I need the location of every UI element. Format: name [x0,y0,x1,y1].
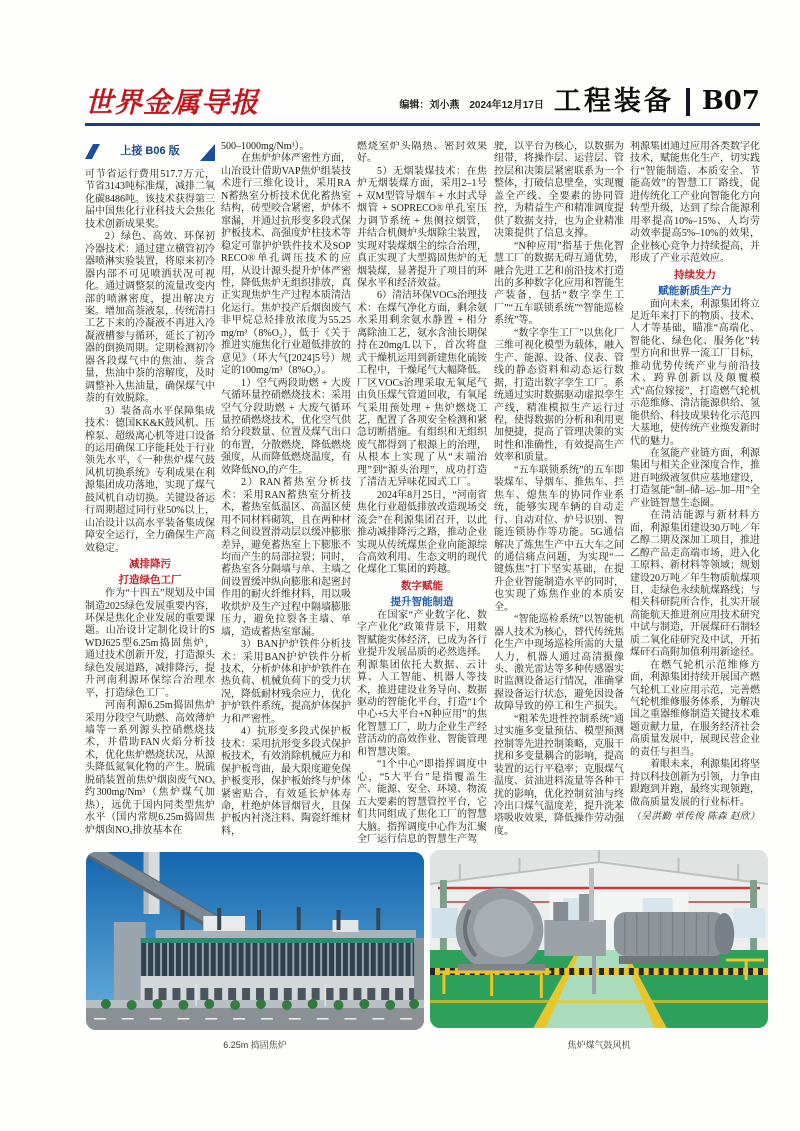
gas-blower-photo [430,850,768,1028]
text-column-4 [494,141,624,849]
paragraph: 在清洁能源与新材料方面，利源集团建设30万吨／年乙醇二期及深加工项目，推进乙醇产品走高端市场，进入化工原料、新材料等领域；规划建设20万吨／年生物质航煤项目，走绿色永续航煤路线；与相关科研院所合作，扎实开展高能航天推进剂应用技术研究中试与制造，开展煤矸石制轻质二氧化硅研究及中试，开拓煤矸石高附加值利用新途径。 [630,510,760,659]
text-column-3 [357,141,487,849]
paragraph: 2）RAN蓄热室分析技术：采用RAN蓄热室分析技术，蓄热室低温区、高温区使用不同材料砌筑，且在两种材料之间设置滑动层以缓冲膨胀差异，避免蓄热室上下膨胀不均而产生的局部拉裂；同时，蓄热室各分隔墙与单、主墙之间设置缓冲纵向膨胀和起密封作用的耐火纤维材料，用以吸收烘炉及生产过程中隔墙膨胀压力，避免拉裂各主墙、单墙，造成蓄热室窜漏。 [221,477,351,638]
paragraph: 面向未来，利源集团将立足近年来打下的物质、技术、人才等基础，瞄准“高端化、智能化、绿色化、服务化”转型方向和世界一流工厂目标，推动优势传统产业与前沿技术、跨界创新以及颠覆模式“高位嫁接”，打造燃气轮机示范维修、清洁能源供给、氢能供给、科技成果转化示范四大基地，使传统产业焕发新时代的魅力。 [630,298,760,447]
paragraph: 驶，以平台为核心，以数据为纽带，将操作层、运营层、管控层和决策层紧密联系为一个整体，打破信息壁垒，实现覆盖全产线、全要素的协同管控，为精益生产和精准调度提供了数据支持，也为企业精准决策提供了信息支撑。 [494,141,624,240]
paragraph: 6）清洁环保VOCs治理技术：在煤气净化方面，剩余氨水采用剩余氨水静置 + 相分离除油工艺，氨水含油长期保持在20mg/L以下，首次将盘式干燥机运用到新建焦化硫铵工程中，干燥尾气大幅降低。厂区VOCs治理采取无氧尾气由负压煤气管道回收，有氧尾气采用预处理 + 焦炉燃烧工艺，配置了各项安全检测和紧急切断措施。有组织和无组织废气都得到了根源上的治理，从根本上实现了从“末端治理”到“源头治理”，成功打造了清洁无异味花园式工厂。 [357,290,487,489]
paragraph: 4）抗形变多段式保护板技术：采用抗形变多段式保护板技术，有效消除机械应力和保护板弯曲，最大限度避免保护板变形，保护板始终与炉体紧密贴合，有效延长炉体寿命，杜绝炉体冒烟冒火，且保护板内衬浇注料、陶瓷纤维材料， [221,726,351,837]
header-rule [85,123,760,126]
subheading: 赋能新质生产力 [658,284,732,297]
banner-label: 上接 B06 版 [120,145,180,157]
subheading: 持续发力 [674,268,716,281]
paragraph: 利源集团通过应用各类数字化技术，赋能焦化生产，切实践行“智能制造、本质安全、节能高效”的智慧工厂路线，促进传统化工产业向智能化方向转型升级，达到了综合能源利用率提高10%–15%、人均劳动效率提高5%–10%的效果，企业核心竞争力持续提高，并形成了产业示范效应。 [630,141,760,265]
paragraph: 2）绿色、高效、环保初冷器技术：通过建立横管初冷器喷淋实验装置，将原来初冷器内部不可见喷洒状况可视化。通过调整泵的流量改变内部的喷淋密度，提出解决方案。增加高萘液泵，传统清扫工艺下来的冷凝液不再进入冷凝液槽参与循环，延长了初冷器的倒换周期。定期检测初冷器各段煤气中的焦油、萘含量，焦油中萘的溶解度，及时调整补入焦油量，确保煤气中萘的有效脱除。 [85,231,215,405]
subheading: 减排降污 [129,558,171,571]
header-meta [330,86,760,116]
paragraph: 作为“十四五”规划及中国制造2025绿色发展重要内容，环保是焦化企业发展的重要课题。山冶设计定制化设计的SWDJ625型6.25m捣固焦炉，通过技术创新开发，打造源头绿色发展道路，减排降污，提升河南利源环保综合治理水平，打造绿色工厂。 [85,588,215,699]
subheading: 数字赋能 [401,579,443,592]
subheading: 打造绿色工厂 [118,574,182,587]
paragraph: “五车联锁系统”的五车即装煤车、导烟车、推焦车、拦焦车、熄焦车的协同作业系统，能够实现车辆的自动走行、自动对位、炉号识别、智能连锁协作等功能。5G通信解决了炼焦生产中五大车之间的通信痛点问题，为实现“一键炼焦”打下坚实基础，在提升企业智能制造水平的同时，也实现了炼焦作业的本质安全。 [494,464,624,613]
coke-oven-photo [86,852,424,1030]
photo-caption-right: 焦炉煤气鼓风机 [567,1040,631,1050]
issue-date: 2024年12月17日 [469,100,544,111]
paragraph: “1个中心”即指挥调度中心，“5大平台”是指覆盖生产、能源、安全、环境、物流五大要素的智慧管控平台，它们共同组成了焦化工厂的智慧大脑。指挥调度中心作为汇聚全厂运行信息的智慧生产驾 [357,759,487,846]
text-column-1 [85,141,215,849]
paragraph: “智能巡检系统”以智能机器人技术为核心，替代传统焦化生产中现场巡检所需的大量人力，机器人通过高清摄像头、激光雷达等多种传感器实时监测设备运行情况，准确掌握设备运行状态，避免因设备故障导致的停工和生产损失。 [494,614,624,713]
paragraph: 在焦炉炉体严密性方面，山冶设计借助VAP焦炉组装技术进行三维化设计，采用RAN蓄热室分析技术优化蓄热室结构，砖型咬合紧密，炉体不窜漏，并通过抗形变多段式保护板技术、高强度炉柱技术等稳定可靠护炉铁件技术及SOPRECO®单孔调压技术的应用，从设计源头提升炉体严密性，降低焦炉无组织排放，真正实现焦炉生产过程本质清洁化运行。焦炉投产后烟囱废气非甲烷总烃排放浓度为55.25mg/m³（8%O₂），低于《关于推进实施焦化行业超低排放的意见》（环大气[2024]5号）规定的100mg/m³（8%O₂）。 [221,153,351,377]
paragraph: 燃烧室炉头隔热、密封效果好。 [357,141,487,165]
paragraph: 1）空气两段助燃 + 大废气循环量控硝燃烧技术：采用空气分段助燃 + 大废气循环量控硝燃烧技术，优化空气供给分段数量、位置及煤气出口的布置，分散燃烧，降低燃烧强度，从而降低燃烧温度，有效降低NOₓ的产生。 [221,377,351,476]
editor-credit: 编辑：刘小燕 [399,100,460,111]
paragraph: 可节省运行费用517.7万元，节省3143吨标准煤，减排二氧化碳8486吨。该技术获得第三届中国焦化行业科技大会焦化技术创新成果奖。 [85,169,215,230]
paragraph: 在氢能产业链方面，利源集团与相关企业深度合作，推进百吨级液氢供应基地建设，打造氢能“制–储–运–加–用”全产业链智慧生态圈。 [630,447,760,509]
paragraph: 500–1000mg/Nm³）。 [221,141,310,152]
paragraph: 在国家“产业数字化、数字产业化”政策背景下，用数智赋能实体经济，已成为各行业提升发展品质的必然选择。利源集团依托大数据、云计算、人工智能、机器人等技术，推进建设业务导向、数据驱动的智能化平台，打造“1个中心+5大平台+N种应用”的焦化智慧工厂，助力企业生产经营活动的高效作业、智能管理和智慧决策。 [357,609,487,758]
paragraph: “粗苯先进性控制系统”通过实施多变量预估、模型预测控制等先进控制策略，克服干扰和多变量耦合的影响，提高装置的运行平稳率；克服煤气温度、贫油进料流量等各种干扰的影响，优化控制贫油与终冷出口煤气温度差，提升洗苯塔吸收效果，降低操作劳动强度。 [494,713,624,837]
header-divider [686,88,690,116]
paragraph: 3）BAN护炉铁件分析技术：采用BAN护炉铁件分析技术，分析炉体和护炉铁件在热负荷、机械负荷下的受力状况，降低耐材残余应力，优化护炉铁件系统，提高炉体保护力和严密性。 [221,639,351,725]
byline: （吴洪勤 单传俊 陈森 赵欣） [631,812,760,823]
paragraph: “数字孪生工厂”以焦化厂三维可视化模型为载体，融入生产、能源、设备、仪表、管线的静态资料和动态运行数据，打造出数字孪生工厂。系统通过实时数据驱动虚拟孪生产线，精准模拟生产运行过程，使得数据的分析和利用更加便捷，提高了管理决策的实时性和准确性，有效提高生产效率和质量。 [494,327,624,464]
continued-from-banner [85,142,215,161]
paragraph: 2024年8月25日，“河南省焦化行业超低排放改造现场交流会”在利源集团召开，以此推动减排降污之路，推动企业实现从传统煤焦企业向能源综合高效利用、生态文明的现代化煤化工集团的跨越。 [357,489,487,576]
paragraph: “N种应用”指基于焦化智慧工厂的数据无碍互通优势，融合先进工艺和前沿技术打造出的多种数字化应用和智能生产装备，包括“数字孪生工厂”“五车联锁系统”“智能巡检系统”等。 [494,240,624,327]
paragraph: 河南利源6.25m捣固焦炉采用分段空气助燃、高效薄炉墙等一系列源头控硝燃烧技术，并借助FAN火焰分析技术，优化焦炉燃烧状况，从源头降低氮氧化物的产生。脱硫脱硝装置前焦炉烟囱废气NOₓ约300mg/Nm³（焦炉煤气加热），远优于国内同类型焦炉水平（国内常规6.25m捣固焦炉烟囱NOₓ排放基本在 [85,700,215,836]
blower-hall-illustration [430,850,768,1028]
masthead-logo: 世界金属导报 [85,86,260,119]
section-title: 工程装备 [553,86,674,116]
paragraph: 着眼未来，利源集团将坚持以科技创新为引领，力争由跟跑到并跑，最终实现领跑，做高质量发展的行业标杆。 [630,759,760,808]
text-column-5 [630,141,760,849]
paragraph: 在燃气轮机示范维修方面，利源集团持续开展国产燃气轮机工业应用示范，完善燃气轮机维修服务体系，为解决国之重器维修制造关键技术难题贡献力量，在服务经济社会高质量发展中，展现民营企业的责任与担当。 [630,659,760,758]
coke-oven-illustration [86,852,424,1030]
paragraph: 5）无烟装煤技术：在焦炉无烟装煤方面，采用2–1号 + 双M型管导烟车 + 水封式导烟管 + SOPRECO®单孔室压力调节系统 + 焦侧拉烟管，并结合机侧炉头烟除尘装置，实现对装煤烟尘的综合治理，真正实现了大型捣固焦炉的无烟装煤，显著提升了项目的环保水平和经济效益。 [357,165,487,289]
photo-caption-left: 6.25m 捣固焦炉 [223,1040,287,1050]
banner-triangle-icon [200,144,215,161]
subheading: 提升智能制造 [390,595,454,608]
paragraph: 3）装备高水平保障集成技术：德国KK&K鼓风机、压榨泵、超级离心机等进口设备的运用确保工序能耗处于行业领先水平，《一种焦炉煤气鼓风机切换系统》专利成果在利源集团成功落地，实现了煤气鼓风机自动切换。关键设备运行周期超过同行业50%以上，山冶设计以高水平装备集成保障安全运行，全力确保生产高效稳定。 [85,405,215,554]
text-column-2 [221,141,351,849]
page-number: B07 [701,86,760,116]
